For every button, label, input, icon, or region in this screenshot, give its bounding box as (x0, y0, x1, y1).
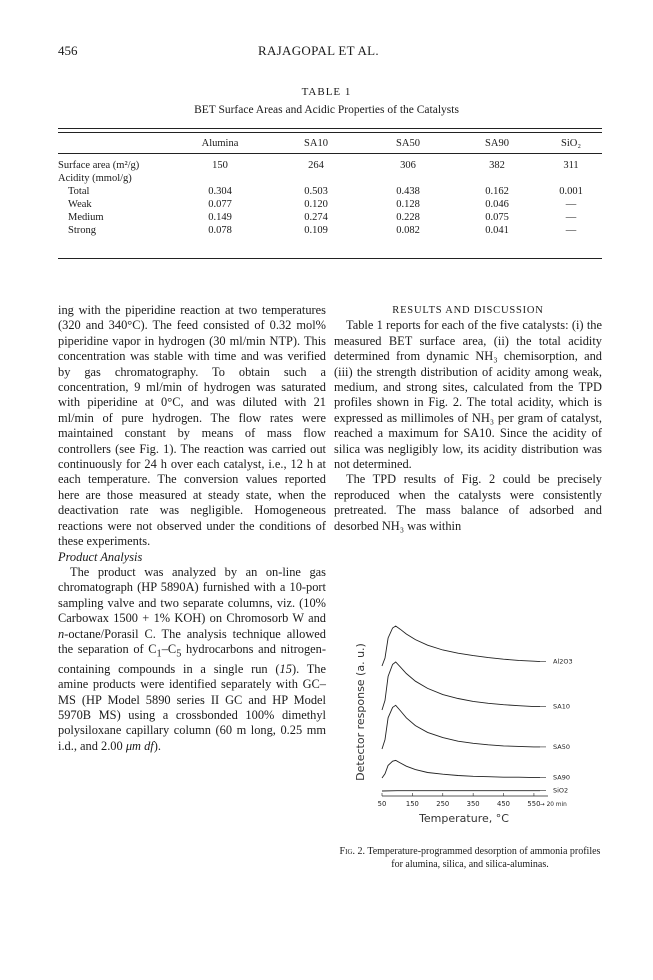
table-caption: BET Surface Areas and Acidic Properties of the Catalysts (194, 104, 459, 116)
series-line (382, 626, 540, 666)
table-cell: 0.503 (304, 186, 328, 197)
table-column-header (58, 133, 170, 153)
legend-label: SiO2 (553, 786, 569, 795)
x-tick-label-time: → 20 min (539, 802, 567, 808)
right-para-2: The TPD results of Fig. 2 could be precisely reproduced when the catalysts were consistently pretreated. The mass balance of adsorbed and desorbed NH₃ was within (334, 472, 602, 533)
table-cell: — (565, 212, 577, 223)
running-title: RAJAGOPAL ET AL. (258, 43, 379, 58)
table-row (58, 224, 602, 237)
table-cell: 0.001 (559, 186, 583, 197)
section-heading-results: RESULTS AND DISCUSSION (392, 305, 544, 316)
table-cell: — (565, 225, 577, 236)
table-column-header: SA90 (485, 137, 509, 149)
table-cell: 0.128 (396, 199, 420, 210)
table-cell: 0.228 (396, 212, 420, 223)
table-cell: — (565, 199, 577, 210)
legend-label: SA10 (553, 702, 570, 711)
table-header-rule (58, 153, 602, 154)
table-cell: 0.162 (485, 186, 509, 197)
table-cell: 306 (400, 160, 416, 171)
table-column-header: SA50 (396, 137, 420, 149)
x-tick-label: 150 (405, 800, 419, 808)
table-cell: 0.304 (208, 186, 232, 197)
table-cell: 0.041 (485, 225, 509, 236)
page-number: 456 (58, 43, 78, 58)
table-cell: 311 (563, 160, 579, 171)
table-top-rule (58, 128, 602, 129)
table-label: TABLE 1 (301, 86, 352, 98)
right-para-1: Table 1 reports for each of the five catalysts: (i) the measured BET surface area, (ii) the total acidity determined from dynamic NH₃ chemisorption, and (iii) the strength distribution of acidity among weak, medium, and strong sites, calculated from the TPD profiles shown in Fig. 2. The total acidity, which is expressed as millimoles of NH₃ per gram of catalyst, reached a maximum for SA10. Since the acidity of silica was negligibly low, its acidity distribution was not determined. (334, 318, 602, 472)
row-label: Surface area (m²/g) (58, 160, 140, 171)
row-label: Acidity (mmol/g) (58, 173, 132, 184)
table-row (58, 172, 602, 185)
series-line (382, 760, 540, 778)
table-cell: 264 (308, 160, 324, 171)
table-row (58, 153, 602, 172)
row-label: Weak (68, 199, 92, 210)
legend-label: SA90 (553, 773, 570, 782)
table-cell: 0.046 (485, 199, 509, 210)
x-tick-label: 550 (527, 800, 541, 808)
table-column-header: SA10 (304, 137, 328, 149)
left-para-1: ing with the piperidine reaction at two temperatures (320 and 340°C). The feed consisted of 0.32 mol% piperidine vapor in hydrogen (30 ml/min NTP). This concentration was stable with time and was verified by gas chromatography. To obtain such a concentration, 9 ml/min of hydrogen was saturated with piperidine at 0°C, and was diluted with 21 ml/min of pure hydrogen. The flow rates were maintained constant by means of mass flow controllers (see Fig. 1). The reaction was carried out continuously for 24 h over each catalyst, i.e., 12 h at each temperature. The conversion values reported here are those measured at steady state, when the deactivation rate was negligible. Homogeneous reactions were not observed under the conditions of these experiments. (58, 303, 326, 549)
tpd-plot (346, 612, 602, 832)
figure-caption-text: Temperature-programmed desorption of ammonia profiles for alumina, silica, and silica-aluminas. (365, 846, 601, 870)
table-cell: 0.082 (396, 225, 420, 236)
table-cell: 0.075 (485, 212, 509, 223)
series-line (382, 662, 540, 710)
figure-caption-label: Fig. 2. (339, 846, 365, 857)
table-column-header: SiO₂ (560, 137, 581, 149)
figure-2-chart (346, 612, 602, 832)
subheading-product-analysis: Product Analysis (58, 549, 143, 564)
series-line (382, 705, 540, 749)
table-row (58, 185, 602, 198)
left-column (58, 303, 326, 754)
x-tick-label: 50 (377, 800, 387, 808)
table-bottom-rule (58, 258, 602, 259)
table-cell: 0.078 (208, 225, 232, 236)
table-cell: 0.149 (208, 212, 232, 223)
table-cell: 0.438 (396, 186, 420, 197)
legend-label: SA50 (553, 742, 570, 751)
x-tick-label: 350 (466, 800, 480, 808)
table-row (58, 198, 602, 211)
table-cell: 0.077 (208, 199, 232, 210)
row-label: Total (68, 186, 90, 197)
table-cell (170, 172, 270, 185)
table-cell (454, 172, 540, 185)
table-column-header: Alumina (201, 137, 239, 149)
table-cell: 382 (489, 160, 505, 171)
right-column (334, 303, 602, 534)
table-cell: 0.109 (304, 225, 328, 236)
x-axis-label: Temperature, °C (419, 812, 509, 825)
data-table (58, 133, 602, 237)
row-label: Strong (68, 225, 97, 236)
legend-label: Al2O3 (553, 657, 573, 666)
table-cell (270, 172, 362, 185)
x-tick-label: 450 (497, 800, 511, 808)
figure-caption (334, 845, 606, 871)
table-cell: 0.120 (304, 199, 328, 210)
x-tick-label: 250 (436, 800, 450, 808)
row-label: Medium (68, 212, 104, 223)
y-axis-label: Detector response (a. u.) (354, 643, 367, 781)
table-row (58, 211, 602, 224)
table-cell (540, 172, 602, 185)
table-cell: 150 (212, 160, 228, 171)
table-header-row (58, 133, 602, 153)
table-cell: 0.274 (304, 212, 328, 223)
table-cell (362, 172, 454, 185)
left-para-2: The product was analyzed by an on-line gas chromatograph (HP 5890A) furnished with a 10-port sampling valve and two separate columns, viz. (10% Carbowax 1500 + 1% KOH) on Chromosorb W and n-octane/Porasil C. The analysis technique allowed the separation of $C_1-C_5$ hydrocarbons and nitrogen-containing compounds in a single run (15). The amine products were identified separately with GC–MS (HP Model 5890 series II GC and HP Model 5970B MS) using a crossbonded 100% dimethyl polysiloxane capillary column (60 m long, 0.25 mm i.d., and 2.00 μm df). (58, 564, 327, 753)
